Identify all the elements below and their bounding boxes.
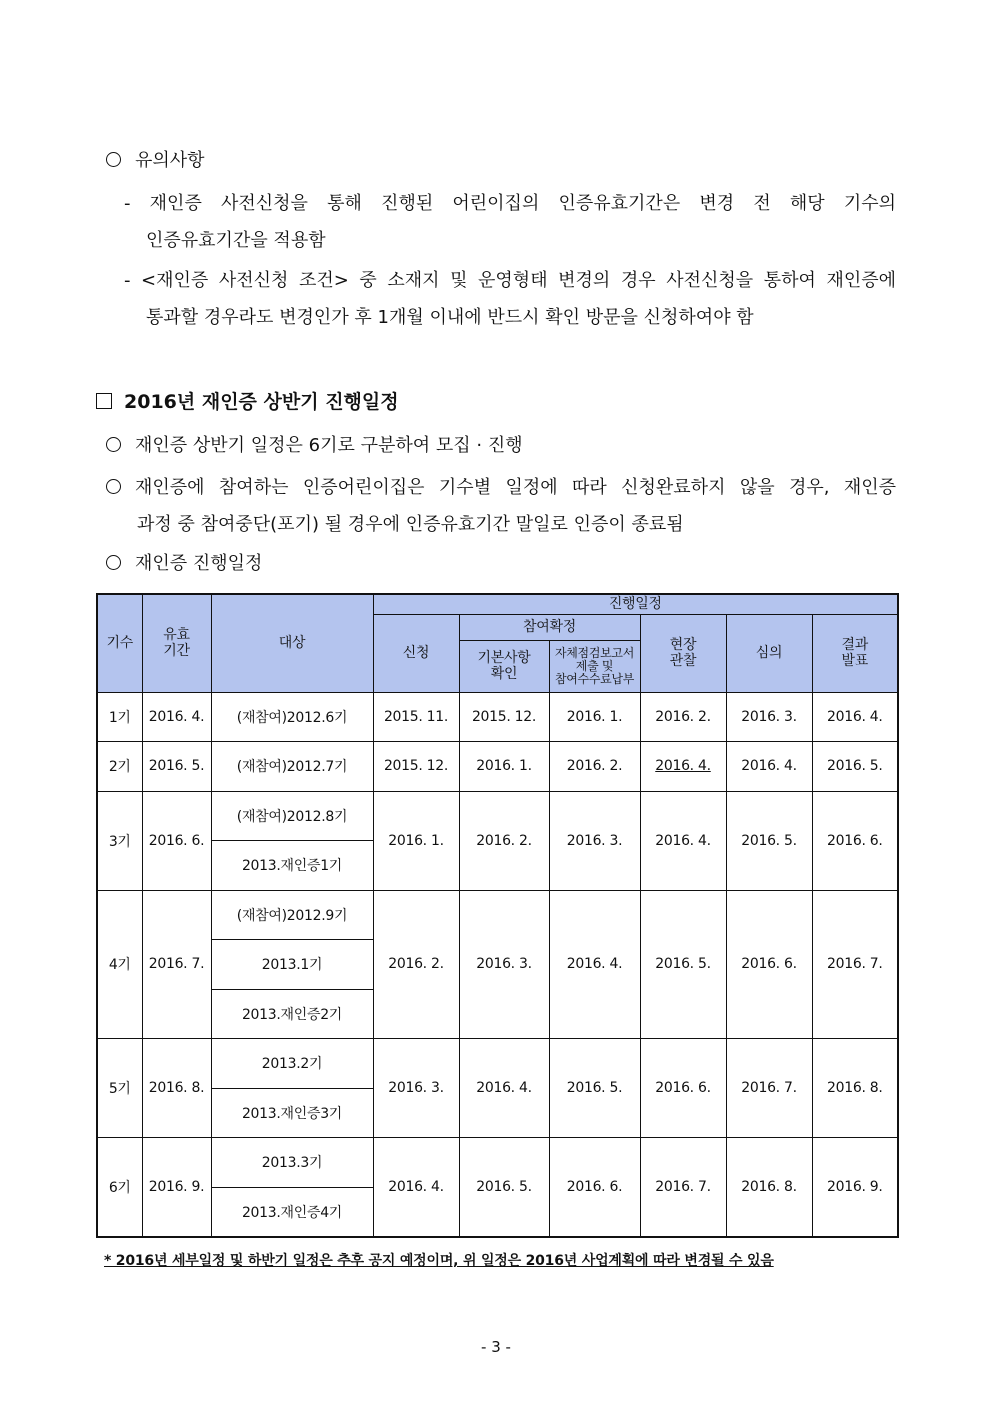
circle-bullet-icon bbox=[106, 555, 121, 570]
cell-review: 2016. 8. bbox=[726, 1138, 812, 1237]
cell-apply: 2015. 11. bbox=[373, 692, 459, 742]
cell-target: 2013.재인증3기 bbox=[211, 1088, 373, 1138]
section-title: 2016년 재인증 상반기 진행일정 bbox=[96, 387, 399, 414]
page-number: - 3 - bbox=[481, 1338, 511, 1356]
cell-target: 2013.2기 bbox=[211, 1039, 373, 1089]
cell-result: 2016. 5. bbox=[812, 742, 898, 792]
cell-target: (재참여)2012.9기 bbox=[211, 890, 373, 940]
cell-report: 2016. 5. bbox=[549, 1039, 640, 1138]
header-review: 심의 bbox=[726, 614, 812, 692]
cell-result: 2016. 6. bbox=[812, 791, 898, 890]
cell-review: 2016. 4. bbox=[726, 742, 812, 792]
cell-target: (재참여)2012.7기 bbox=[211, 742, 373, 792]
header-basic: 기본사항 확인 bbox=[459, 640, 549, 692]
cell-gisu: 4기 bbox=[97, 890, 142, 1039]
notes-heading: 유의사항 bbox=[106, 146, 205, 172]
note-1-line-1: - 재인증 사전신청을 통해 진행된 어린이집의 인증유효기간은 변경 전 해당 기수의 bbox=[124, 193, 896, 214]
header-schedule: 진행일정 bbox=[373, 594, 898, 614]
cell-report: 2016. 6. bbox=[549, 1138, 640, 1237]
table-row bbox=[97, 890, 898, 940]
cell-target: 2013.1기 bbox=[211, 940, 373, 990]
cell-validity: 2016. 7. bbox=[142, 890, 211, 1039]
cell-target: 2013.재인증4기 bbox=[211, 1187, 373, 1237]
cell-observe: 2016. 4. bbox=[640, 742, 726, 792]
cell-apply: 2015. 12. bbox=[373, 742, 459, 792]
table-row bbox=[97, 742, 898, 792]
header-confirm: 참여확정 bbox=[459, 614, 640, 640]
cell-target: 2013.재인증1기 bbox=[211, 841, 373, 891]
cell-gisu: 2기 bbox=[97, 742, 142, 792]
cell-observe: 2016. 7. bbox=[640, 1138, 726, 1237]
header-report: 자체점검보고서 제출 및 참여수수료납부 bbox=[549, 640, 640, 692]
cell-review: 2016. 5. bbox=[726, 791, 812, 890]
section-bullet-1: 재인증 상반기 일정은 6기로 구분하여 모집 · 진행 bbox=[106, 431, 523, 457]
cell-observe: 2016. 2. bbox=[640, 692, 726, 742]
cell-report: 2016. 4. bbox=[549, 890, 640, 1039]
cell-basic: 2016. 4. bbox=[459, 1039, 549, 1138]
footnote: * 2016년 세부일정 및 하반기 일정은 추후 공지 예정이며, 위 일정은 2016년 사업계획에 따라 변경될 수 있음 bbox=[104, 1253, 774, 1269]
cell-gisu: 1기 bbox=[97, 692, 142, 742]
header-target: 대상 bbox=[211, 594, 373, 692]
cell-apply: 2016. 2. bbox=[373, 890, 459, 1039]
cell-target: 2013.3기 bbox=[211, 1138, 373, 1188]
table-row bbox=[97, 1039, 898, 1089]
cell-validity: 2016. 8. bbox=[142, 1039, 211, 1138]
note-1-line-2: 인증유효기간을 적용함 bbox=[146, 230, 326, 251]
table-row bbox=[97, 692, 898, 742]
cell-apply: 2016. 1. bbox=[373, 791, 459, 890]
header-apply: 신청 bbox=[373, 614, 459, 692]
cell-gisu: 5기 bbox=[97, 1039, 142, 1138]
cell-basic: 2016. 3. bbox=[459, 890, 549, 1039]
cell-target: (재참여)2012.6기 bbox=[211, 692, 373, 742]
cell-apply: 2016. 4. bbox=[373, 1138, 459, 1237]
table-row bbox=[97, 791, 898, 841]
cell-report: 2016. 2. bbox=[549, 742, 640, 792]
cell-report: 2016. 1. bbox=[549, 692, 640, 742]
cell-result: 2016. 7. bbox=[812, 890, 898, 1039]
cell-gisu: 3기 bbox=[97, 791, 142, 890]
schedule-table bbox=[96, 593, 899, 1238]
note-2-line-2: 통과할 경우라도 변경인가 후 1개월 이내에 반드시 확인 방문을 신청하여야 함 bbox=[146, 307, 754, 328]
note-2-line-1: - <재인증 사전신청 조건> 중 소재지 및 운영형태 변경의 경우 사전신청을 통하여 재인증에 bbox=[124, 270, 896, 291]
header-validity: 유효 기간 bbox=[142, 594, 211, 692]
cell-observe: 2016. 4. bbox=[640, 791, 726, 890]
cell-basic: 2015. 12. bbox=[459, 692, 549, 742]
cell-basic: 2016. 2. bbox=[459, 791, 549, 890]
cell-validity: 2016. 6. bbox=[142, 791, 211, 890]
cell-report: 2016. 3. bbox=[549, 791, 640, 890]
cell-review: 2016. 6. bbox=[726, 890, 812, 1039]
table-row bbox=[97, 1138, 898, 1188]
cell-validity: 2016. 4. bbox=[142, 692, 211, 742]
cell-review: 2016. 7. bbox=[726, 1039, 812, 1138]
cell-target: 2013.재인증2기 bbox=[211, 989, 373, 1039]
cell-target: (재참여)2012.8기 bbox=[211, 791, 373, 841]
header-observe: 현장 관찰 bbox=[640, 614, 726, 692]
circle-bullet-icon bbox=[106, 479, 121, 494]
cell-apply: 2016. 3. bbox=[373, 1039, 459, 1138]
cell-result: 2016. 8. bbox=[812, 1039, 898, 1138]
circle-bullet-icon bbox=[106, 152, 121, 167]
circle-bullet-icon bbox=[106, 437, 121, 452]
section-bullet-2-line-2: 과정 중 참여중단(포기) 될 경우에 인증유효기간 말일로 인증이 종료됨 bbox=[137, 514, 684, 535]
cell-result: 2016. 9. bbox=[812, 1138, 898, 1237]
cell-observe: 2016. 6. bbox=[640, 1039, 726, 1138]
square-bullet-icon bbox=[96, 393, 112, 409]
cell-observe: 2016. 5. bbox=[640, 890, 726, 1039]
cell-basic: 2016. 5. bbox=[459, 1138, 549, 1237]
header-result: 결과 발표 bbox=[812, 614, 898, 692]
cell-gisu: 6기 bbox=[97, 1138, 142, 1237]
header-gisu: 기수 bbox=[97, 594, 142, 692]
cell-review: 2016. 3. bbox=[726, 692, 812, 742]
cell-basic: 2016. 1. bbox=[459, 742, 549, 792]
cell-validity: 2016. 5. bbox=[142, 742, 211, 792]
section-bullet-3: 재인증 진행일정 bbox=[106, 549, 262, 575]
section-bullet-2-line-1: 재인증에 참여하는 인증어린이집은 기수별 일정에 따라 신청완료하지 않을 경우, 재인증 bbox=[106, 473, 896, 499]
cell-validity: 2016. 9. bbox=[142, 1138, 211, 1237]
cell-result: 2016. 4. bbox=[812, 692, 898, 742]
